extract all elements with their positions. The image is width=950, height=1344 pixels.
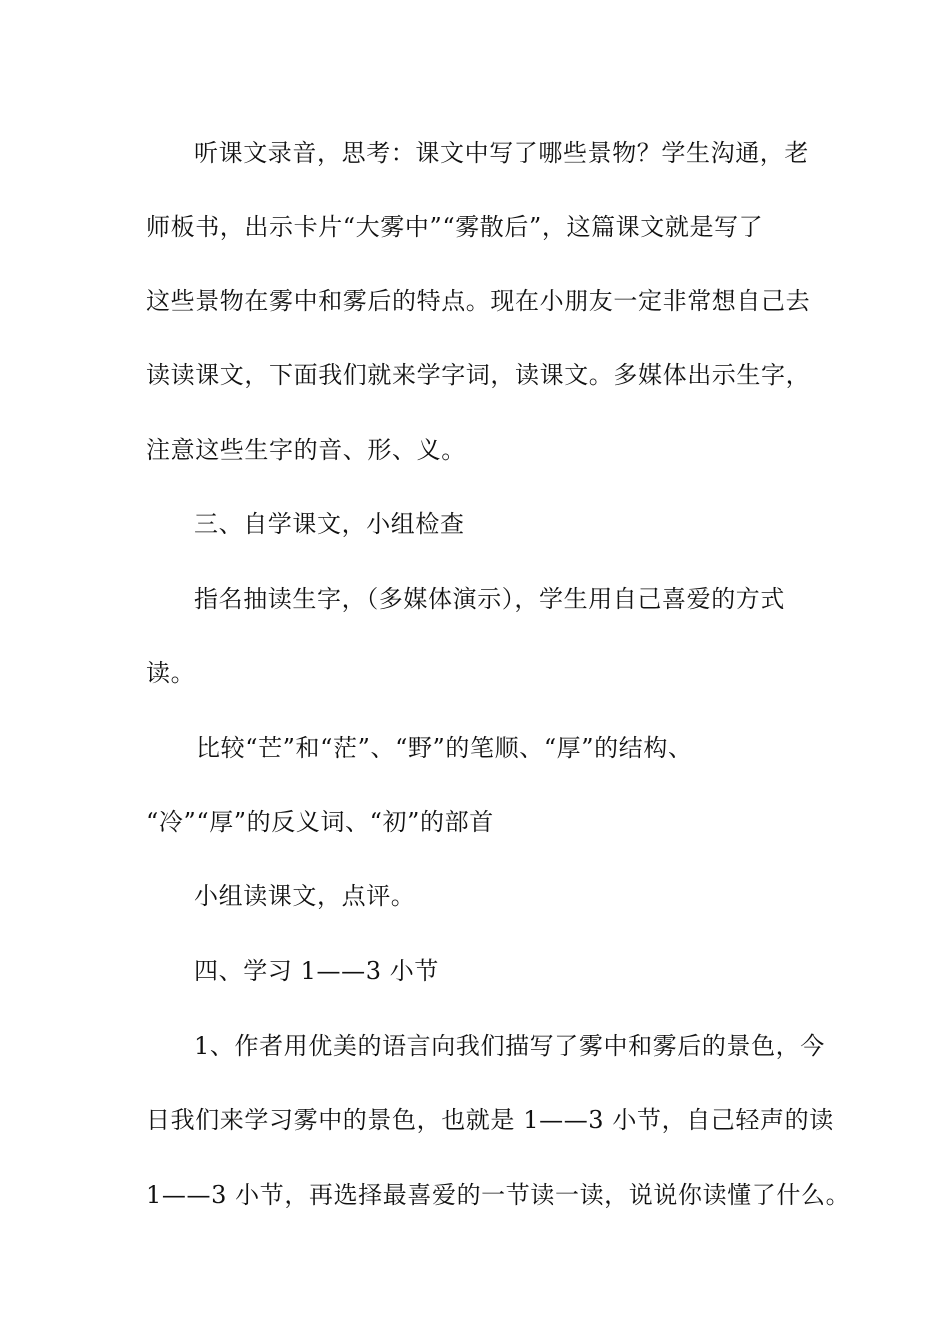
paragraph-line: “冷”“厚”的反义词、“初”的部首: [146, 808, 494, 836]
paragraph-line: 注意这些生字的音、形、义。: [146, 436, 466, 464]
section-heading: 三、自学课文，小组检查: [194, 510, 465, 538]
paragraph-line: 这些景物在雾中和雾后的特点。现在小朋友一定非常想自己去: [146, 287, 811, 315]
paragraph-line: 听课文录音，思考：课文中写了哪些景物？学生沟通，老: [194, 139, 809, 167]
paragraph-line: 指名抽读生字，（多媒体演示），学生用自己喜爱的方式: [194, 585, 785, 613]
paragraph-line: 1、作者用优美的语言向我们描写了雾中和雾后的景色，今: [194, 1032, 825, 1060]
paragraph-line: 师板书，出示卡片“大雾中”“雾散后”，这篇课文就是写了: [146, 213, 764, 241]
paragraph-line: 小组读课文，点评。: [194, 882, 416, 910]
section-heading: 四、学习 1——3 小节: [194, 957, 439, 985]
paragraph-line: 读。: [146, 659, 196, 687]
paragraph-line: 读读课文，下面我们就来学字词，读课文。多媒体出示生字，: [146, 361, 811, 389]
paragraph-line: 1——3 小节，再选择最喜爱的一节读一读，说说你读懂了什么。: [146, 1181, 851, 1209]
paragraph-line: 日我们来学习雾中的景色，也就是 1——3 小节，自己轻声的读: [146, 1106, 834, 1134]
paragraph-line: 比较“芒”和“茫”、“野”的笔顺、“厚”的结构、: [196, 734, 693, 762]
